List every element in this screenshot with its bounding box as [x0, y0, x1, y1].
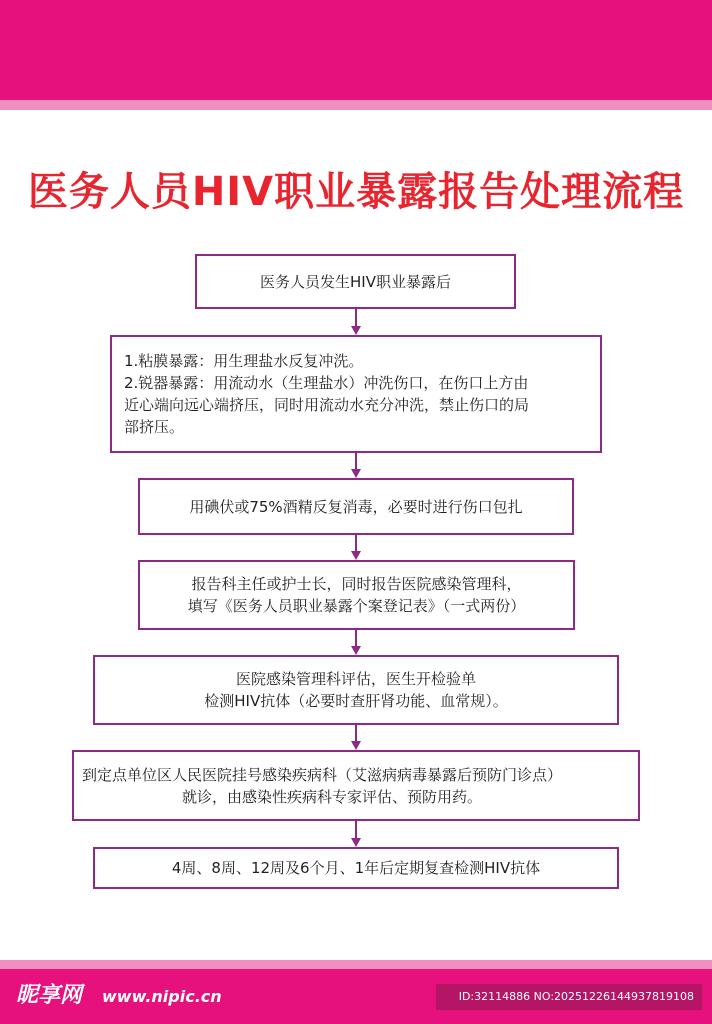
bottom-accent-stripe [0, 960, 712, 969]
watermark-url: www.nipic.cn [102, 987, 222, 1006]
flow-arrow-5 [351, 725, 361, 750]
flow-step-3-line-1: 用碘伏或75%酒精反复消毒，必要时进行伤口包扎 [189, 497, 523, 516]
watermark-logo: 昵享网 [16, 983, 83, 1008]
flow-step-2-line-4: 部挤压。 [124, 418, 185, 436]
flow-step-2-line-2: 2.锐器暴露：用流动水（生理盐水）冲洗伤口，在伤口上方由 [124, 374, 529, 392]
flow-step-4-line-1: 报告科主任或护士长，同时报告医院感染管理科， [191, 575, 522, 593]
top-accent-stripe [0, 100, 712, 110]
flow-step-5 [93, 655, 619, 725]
flow-step-6-line-2: 就诊，由感染性疾病科专家评估、预防用药。 [182, 787, 483, 806]
watermark-id: ID:32114886 NO:20251226144937819108 [436, 984, 702, 1010]
flow-step-7 [93, 847, 619, 889]
flow-arrow-2 [351, 453, 361, 478]
flow-step-2-line-3: 近心端向远心端挤压，同时用流动水充分冲洗，禁止伤口的局 [124, 396, 530, 414]
flow-step-3 [138, 478, 574, 535]
flow-step-1-line-1: 医务人员发生HIV职业暴露后 [260, 272, 451, 291]
flow-step-5-line-1: 医院感染管理科评估，医生开检验单 [235, 670, 476, 688]
flow-step-6 [72, 750, 640, 821]
flow-arrow-1 [351, 309, 361, 335]
flow-arrow-6 [351, 821, 361, 847]
flow-step-6-line-1: 到定点单位区人民医院挂号感染疾病科（艾滋病病毒暴露后预防门诊点） [82, 765, 563, 784]
flow-step-4-line-2: 填写《医务人员职业暴露个案登记表》（一式两份） [187, 597, 526, 615]
flow-step-7-line-1: 4周、8周、12周及6个月、1年后定期复查检测HIV抗体 [171, 859, 541, 877]
flow-step-5-line-2: 检测HIV抗体（必要时查肝肾功能、血常规）。 [204, 692, 508, 710]
flow-step-4 [138, 560, 575, 630]
flow-arrow-4 [351, 630, 361, 655]
flow-step-1 [195, 254, 516, 309]
page-title: 医务人员HIV职业暴露报告处理流程 [27, 169, 685, 215]
flow-step-2-line-1: 1.粘膜暴露：用生理盐水反复冲洗。 [124, 352, 364, 370]
flow-step-2 [110, 335, 602, 453]
top-header-band [0, 0, 712, 100]
flow-arrow-3 [351, 535, 361, 560]
